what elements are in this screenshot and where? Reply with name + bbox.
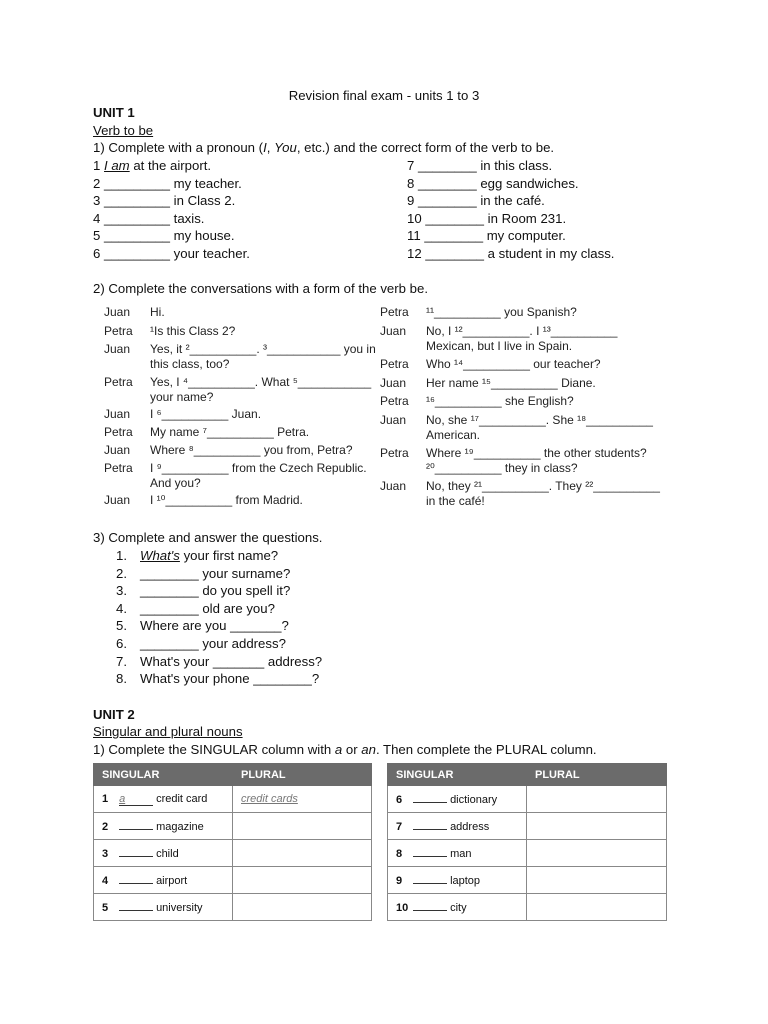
conv-line[interactable]: Petra ¹¹__________ you Spanish? [380, 305, 577, 319]
ex1-left-column [93, 157, 250, 262]
plural-cell[interactable] [233, 813, 372, 840]
table-row [388, 786, 667, 813]
ex3-question[interactable]: 8. What's your phone ________? [116, 671, 320, 687]
col-singular: SINGULAR [388, 764, 527, 786]
conv-line[interactable]: Petra My name ⁷__________ Petra. [104, 425, 310, 439]
table-row [388, 813, 667, 840]
table-row [94, 867, 372, 894]
conv-line[interactable]: Petra ¹⁶__________ she English? [380, 394, 574, 408]
ex1-item[interactable]: 8 ________ egg sandwiches. [407, 175, 579, 191]
table-row [388, 894, 667, 921]
ex1-item[interactable]: 9 ________ in the café. [407, 193, 545, 208]
plural-cell: credit cards [233, 786, 372, 813]
conv-line[interactable]: Juan I ¹⁰__________ from Madrid. [104, 493, 303, 507]
col-plural: PLURAL [233, 764, 372, 786]
ex1-item[interactable]: 4 _________ taxis. [93, 210, 205, 226]
conversation-right [380, 305, 665, 510]
plural-cell[interactable] [527, 867, 667, 894]
ex1-item[interactable]: 5 _________ my house. [93, 228, 235, 243]
conv-line[interactable]: Petra Where ¹⁹__________ the other students? ²⁰__________ they in class? [380, 446, 647, 475]
table-row [94, 894, 372, 921]
singular-cell[interactable]: 6 dictionary [388, 786, 527, 813]
conv-line: Juan Hi. [104, 305, 165, 319]
ex1-instruction: 1) Complete with a pronoun (I, You, etc.) and the correct form of the verb to be. [93, 140, 555, 155]
plural-cell[interactable] [233, 840, 372, 867]
plural-cell[interactable] [527, 840, 667, 867]
conv-line[interactable]: Juan No, I ¹²__________. I ¹³__________ Mexican, but I live in Spain. [380, 324, 618, 353]
table-row [94, 813, 372, 840]
ex3-instruction: 3) Complete and answer the questions. [93, 530, 323, 545]
plural-cell[interactable] [233, 894, 372, 921]
unit2-heading: UNIT 2 [93, 707, 135, 722]
ex3-question[interactable]: 5. Where are you _______? [116, 618, 289, 634]
ex3-question[interactable]: 4. ________ old are you? [116, 600, 275, 616]
ex1-item[interactable]: 11 ________ my computer. [407, 228, 566, 243]
plural-cell[interactable] [233, 867, 372, 894]
document-title: Revision final exam - units 1 to 3 [288, 88, 480, 103]
singular-cell: 1 a credit card [94, 786, 233, 813]
singular-cell[interactable]: 3 child [94, 840, 233, 867]
unit2-ex1-instruction: 1) Complete the SINGULAR column with a or an. Then complete the PLURAL column. [93, 742, 597, 757]
col-singular: SINGULAR [94, 764, 233, 786]
conv-line[interactable]: Petra Who ¹⁴__________ our teacher? [380, 357, 601, 371]
singular-cell[interactable]: 7 address [388, 813, 527, 840]
ex2-instruction: 2) Complete the conversations with a form of the verb be. [93, 281, 428, 296]
conversation-left [104, 305, 376, 510]
singular-cell[interactable]: 9 laptop [388, 867, 527, 894]
conv-line[interactable]: Juan Her name ¹⁵__________ Diane. [380, 376, 596, 390]
ex1-item[interactable]: 7 ________ in this class. [407, 158, 553, 173]
ex3-question-list [116, 547, 322, 688]
ex1-item[interactable]: 12 ________ a student in my class. [407, 245, 615, 261]
table-row [388, 840, 667, 867]
unit1-heading: UNIT 1 [93, 105, 135, 120]
conv-line[interactable]: Juan I ⁶__________ Juan. [104, 407, 262, 421]
singular-cell[interactable]: 2 magazine [94, 813, 233, 840]
ex1-item[interactable]: 3 _________ in Class 2. [93, 193, 236, 208]
unit1-subheading: Verb to be [93, 123, 154, 138]
conv-line[interactable]: Juan Yes, it ²__________. ³___________ you in this class, too? [104, 342, 376, 371]
noun-table-right [387, 763, 667, 921]
plural-cell[interactable] [527, 786, 667, 813]
ex1-right-column [407, 157, 614, 262]
conv-line[interactable]: Juan Where ⁸__________ you from, Petra? [104, 443, 353, 457]
col-plural: PLURAL [527, 764, 667, 786]
noun-table-left [93, 763, 372, 921]
conv-line: Petra ¹Is this Class 2? [104, 324, 236, 338]
ex1-item[interactable]: 10 ________ in Room 231. [407, 210, 567, 226]
table-row [94, 840, 372, 867]
singular-cell[interactable]: 5 university [94, 894, 233, 921]
ex1-item[interactable]: 2 _________ my teacher. [93, 175, 242, 191]
conv-line[interactable]: Juan No, they ²¹__________. They ²²__________ in the café! [380, 479, 660, 508]
unit2-subheading: Singular and plural nouns [93, 724, 243, 739]
table-row [94, 786, 372, 813]
ex3-question[interactable]: 2. ________ your surname? [116, 565, 291, 581]
ex1-example: 1 I am at the airport. [93, 158, 212, 173]
singular-cell[interactable]: 8 man [388, 840, 527, 867]
singular-cell[interactable]: 4 airport [94, 867, 233, 894]
singular-cell[interactable]: 10 city [388, 894, 527, 921]
plural-cell[interactable] [527, 894, 667, 921]
ex3-question[interactable]: 6. ________ your address? [116, 635, 286, 651]
table-row [388, 867, 667, 894]
ex3-question[interactable]: 7. What's your _______ address? [116, 653, 323, 669]
conv-line[interactable]: Petra Yes, I ⁴__________. What ⁵___________ your name? [104, 375, 372, 404]
ex3-question: 1. What's your first name? [116, 548, 279, 563]
conv-line[interactable]: Juan No, she ¹⁷__________. She ¹⁸__________ American. [380, 413, 653, 442]
ex3-question[interactable]: 3. ________ do you spell it? [116, 583, 291, 599]
plural-cell[interactable] [527, 813, 667, 840]
conv-line[interactable]: Petra I ⁹__________ from the Czech Republic. And you? [104, 461, 367, 490]
ex1-item[interactable]: 6 _________ your teacher. [93, 245, 250, 261]
